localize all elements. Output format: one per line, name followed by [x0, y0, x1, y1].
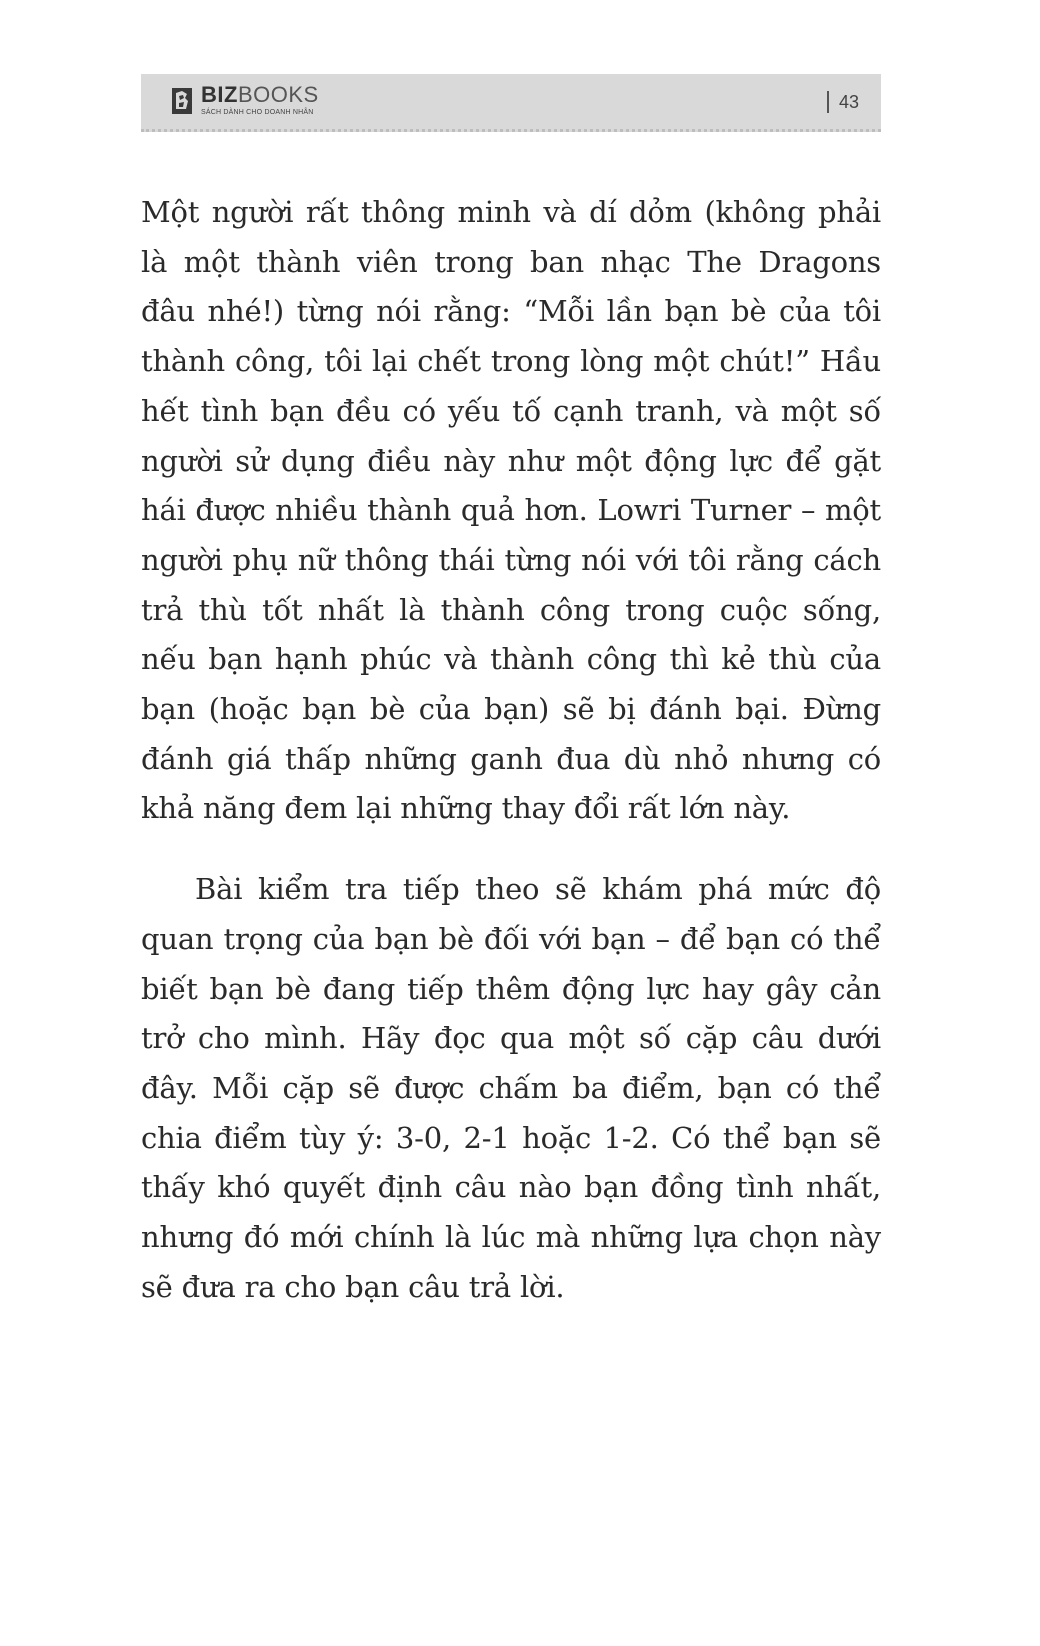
page-header — [141, 74, 881, 132]
page-number-block — [827, 90, 859, 114]
page-number: 43 — [838, 91, 859, 112]
brand-name: BIZBOOKS — [201, 82, 319, 107]
bizbooks-logo-icon — [171, 87, 193, 115]
body-text — [141, 188, 881, 1312]
paragraph-2: Bài kiểm tra tiếp theo sẽ khám phá mức độ quan trọng của bạn bè đối với bạn – để bạn có thể biết bạn bè đang tiếp thêm động lực hay gây cản trở cho mình. Hãy đọc qua một số cặp câu dưới đây. Mỗi cặp sẽ được chấm ba điểm, bạn có thể chia điểm tùy ý: 3-0, 2-1 hoặc 1-2. Có thể bạn sẽ thấy khó quyết định câu nào bạn đồng tình nhất, nhưng đó mới chính là lúc mà những lựa chọn này sẽ đưa ra cho bạn câu trả lời. — [141, 872, 881, 1304]
brand-tagline: SÁCH DÀNH CHO DOANH NHÂN — [201, 109, 314, 116]
paragraph-1: Một người rất thông minh và dí dỏm (không phải là một thành viên trong ban nhạc The Dragons đâu nhé!) từng nói rằng: “Mỗi lần bạn bè của tôi thành công, tôi lại chết trong lòng một chút!” Hầu hết tình bạn đều có yếu tố cạnh tranh, và một số người sử dụng điều này như một động lực để gặt hái được nhiều thành quả hơn. Lowri Turner – một người phụ nữ thông thái từng nói với tôi rằng cách trả thù tốt nhất là thành công trong cuộc sống, nếu bạn hạnh phúc và thành công thì kẻ thù của bạn (hoặc bạn bè của bạn) sẽ bị đánh bại. Đừng đánh giá thấp những ganh đua dù nhỏ nhưng có khả năng đem lại những thay đổi rất lớn này. — [141, 195, 881, 826]
page-number-divider — [827, 91, 829, 113]
